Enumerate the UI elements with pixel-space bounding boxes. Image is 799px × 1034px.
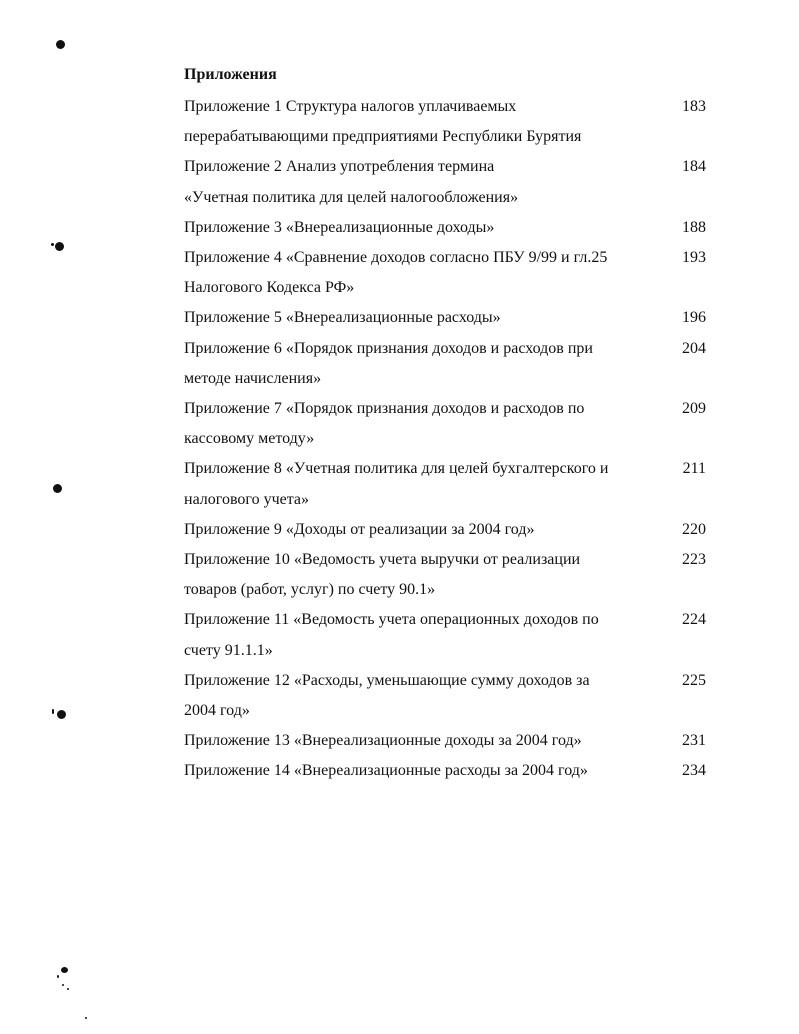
appendix-entry [184,152,714,212]
appendix-title: Приложение 8 «Учетная политика для целей бухгалтерского и налогового учета» [184,460,609,508]
appendix-title: Приложение 3 «Внереализационные доходы» [184,218,495,236]
appendix-entry [184,666,714,726]
appendix-page-number: 193 [682,249,706,267]
appendix-entry [184,92,714,152]
binder-hole-mark [53,484,62,493]
appendix-title: Приложение 11 «Ведомость учета операционных доходов по счету 91.1.1» [184,611,599,659]
appendix-entry [184,213,714,243]
scan-speck [57,975,59,978]
appendix-page-number: 220 [682,520,706,538]
appendix-entry [184,303,714,333]
appendix-title: Приложение 2 Анализ употребления термина «Учетная политика для целей налогообложения» [184,158,519,206]
appendix-list [184,92,714,787]
appendix-page-number: 183 [682,98,706,115]
binder-hole-mark [52,709,54,714]
appendix-entry [184,515,714,545]
appendix-entry [184,243,714,303]
appendix-page-number: 225 [682,671,706,689]
appendix-title: Приложение 9 «Доходы от реализации за 2004 год» [184,520,535,538]
appendix-entry [184,605,714,665]
appendix-title: Приложение 14 «Внереализационные расходы за 2004 год» [184,762,588,780]
appendix-entry [184,726,714,756]
appendix-page-number: 234 [682,762,706,780]
appendix-page-number: 184 [682,158,706,176]
scan-speck [62,984,64,986]
appendix-entry [184,334,714,394]
appendix-page-number: 224 [682,611,706,629]
appendix-title: Приложение 13 «Внереализационные доходы за 2004 год» [184,732,582,750]
appendix-entry [184,545,714,605]
scan-speck [61,967,68,973]
binder-hole-mark [51,243,54,246]
appendix-entry [184,454,714,514]
scan-speck [85,1017,87,1019]
appendix-page-number: 209 [682,400,706,418]
appendix-page-number: 188 [682,218,706,236]
binder-hole-mark [56,40,65,49]
appendix-title: Приложение 6 «Порядок признания доходов и расходов при методе начисления» [184,339,593,387]
binder-hole-mark [55,242,64,251]
appendix-page-number: 204 [682,339,706,357]
appendix-title: Приложение 1 Структура налогов уплачиваемых перерабатывающими предприятиями Республики Бурятия [184,98,582,146]
binder-hole-mark [57,710,66,719]
appendix-title: Приложение 5 «Внереализационные расходы» [184,309,501,327]
appendix-entry [184,756,714,786]
appendices-heading: Приложения [184,66,277,83]
appendix-page-number: 231 [682,732,706,750]
appendix-page-number: 223 [682,551,706,569]
appendix-title: Приложение 12 «Расходы, уменьшающие сумму доходов за 2004 год» [184,671,590,720]
appendix-title: Приложение 7 «Порядок признания доходов и расходов по кассовому методу» [184,400,585,448]
appendix-entry [184,394,714,454]
scan-speck [67,988,69,990]
appendix-page-number: 196 [682,309,706,327]
appendix-title: Приложение 4 «Сравнение доходов согласно ПБУ 9/99 и гл.25 Налогового Кодекса РФ» [184,249,608,297]
appendix-title: Приложение 10 «Ведомость учета выручки от реализации товаров (работ, услуг) по счету 90.1» [184,551,581,599]
appendix-page-number: 211 [682,460,706,478]
